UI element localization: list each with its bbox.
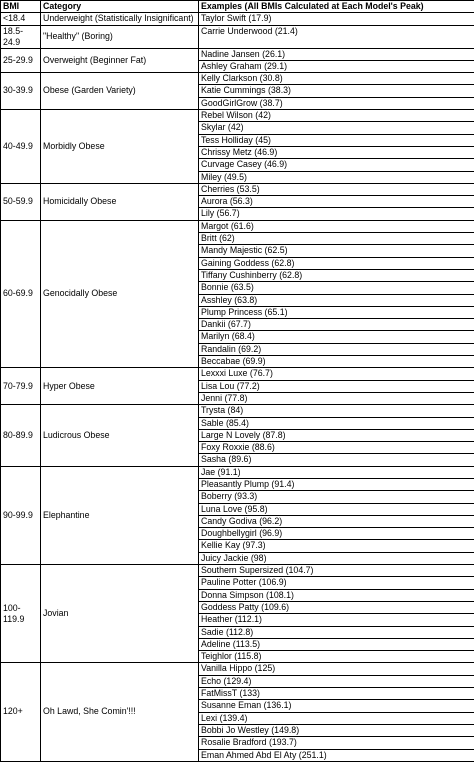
bmi-range-cell: 60-69.9 [1, 220, 41, 368]
bmi-range-cell: <18.4 [1, 13, 41, 25]
example-entry: Trysta (84) [199, 405, 474, 416]
example-entry: Lexxxi Luxe (76.7) [199, 368, 474, 379]
bmi-range-cell: 100- 119.9 [1, 565, 41, 663]
example-entry: Aurora (56.3) [199, 195, 474, 207]
bmi-range-cell: 18.5- 24.9 [1, 25, 41, 48]
example-entry: Lisa Lou (77.2) [199, 380, 474, 392]
examples-cell [199, 466, 474, 564]
example-entry: Pauline Potter (106.9) [199, 576, 474, 588]
example-entry: Vanilla Hippo (125) [199, 663, 474, 674]
examples-cell [199, 110, 474, 184]
example-entry: Goddess Patty (109.6) [199, 601, 474, 613]
example-entry: Nadine Jansen (26.1) [199, 49, 474, 60]
examples-cell [199, 13, 474, 25]
example-entry: Randalin (69.2) [199, 343, 474, 355]
bmi-range-cell: 30-39.9 [1, 73, 41, 110]
table-row [1, 110, 474, 184]
examples-cell [199, 73, 474, 110]
table-row [1, 368, 474, 405]
category-cell: "Healthy" (Boring) [41, 25, 199, 48]
example-entry: Teighlor (115.8) [199, 650, 474, 662]
example-entry: Marilyn (68.4) [199, 330, 474, 342]
header-examples: Examples (All BMIs Calculated at Each Model's Peak) [199, 1, 474, 13]
example-entry: Tiffany Cushinberry (62.8) [199, 269, 474, 281]
example-entry: Chrissy Metz (46.9) [199, 146, 474, 158]
examples-cell [199, 220, 474, 368]
category-cell: Oh Lawd, She Comin'!!! [41, 663, 199, 761]
category-cell: Underweight (Statistically Insignificant) [41, 13, 199, 25]
table-row [1, 48, 474, 73]
example-entry: Susanne Eman (136.1) [199, 699, 474, 711]
category-cell: Elephantine [41, 466, 199, 564]
example-entry: Adeline (113.5) [199, 638, 474, 650]
table-row [1, 466, 474, 564]
category-cell: Obese (Garden Variety) [41, 73, 199, 110]
table-row [1, 405, 474, 466]
example-entry: Katie Cummings (38.3) [199, 84, 474, 96]
example-entry: Gaining Goddess (62.8) [199, 257, 474, 269]
examples-cell [199, 663, 474, 761]
category-cell: Jovian [41, 565, 199, 663]
category-cell: Ludicrous Obese [41, 405, 199, 466]
example-entry: Eman Ahmed Abd El Aty (251.1) [199, 749, 474, 761]
bmi-range-cell: 50-59.9 [1, 183, 41, 220]
bmi-range-cell: 90-99.9 [1, 466, 41, 564]
example-entry: Juicy Jackie (98) [199, 552, 474, 564]
examples-cell [199, 565, 474, 663]
example-entry: Sable (85.4) [199, 417, 474, 429]
bmi-range-cell: 120+ [1, 663, 41, 761]
example-entry: Lexi (139.4) [199, 712, 474, 724]
example-entry: Pleasantly Plump (91.4) [199, 478, 474, 490]
examples-cell [199, 405, 474, 466]
examples-cell [199, 368, 474, 405]
bmi-range-cell: 70-79.9 [1, 368, 41, 405]
example-entry: Margot (61.6) [199, 221, 474, 232]
category-cell: Overweight (Beginner Fat) [41, 48, 199, 73]
header-bmi: BMI [1, 1, 41, 13]
example-entry: Kelly Clarkson (30.8) [199, 73, 474, 84]
example-entry: Kellie Kay (97.3) [199, 539, 474, 551]
example-entry: Taylor Swift (17.9) [199, 13, 474, 24]
example-entry: Tess Holliday (45) [199, 134, 474, 146]
example-entry: Foxy Roxxie (88.6) [199, 441, 474, 453]
example-entry: Jenni (77.8) [199, 392, 474, 404]
table-row [1, 183, 474, 220]
table-row [1, 13, 474, 25]
example-entry: Curvage Casey (46.9) [199, 158, 474, 170]
example-entry: FatMissT (133) [199, 687, 474, 699]
bmi-range-cell: 80-89.9 [1, 405, 41, 466]
example-entry: Lily (56.7) [199, 207, 474, 219]
category-cell: Genocidally Obese [41, 220, 199, 368]
bmi-range-cell: 40-49.9 [1, 110, 41, 184]
category-cell: Hyper Obese [41, 368, 199, 405]
example-entry: Plump Princess (65.1) [199, 306, 474, 318]
category-cell: Homicidally Obese [41, 183, 199, 220]
examples-cell [199, 25, 474, 48]
example-entry: Echo (129.4) [199, 675, 474, 687]
example-entry: Heather (112.1) [199, 613, 474, 625]
example-entry: Sadie (112.8) [199, 626, 474, 638]
example-entry: Dankii (67.7) [199, 318, 474, 330]
table-body [1, 13, 474, 762]
example-entry: GoodGirlGrow (38.7) [199, 97, 474, 109]
example-entry: Jae (91.1) [199, 467, 474, 478]
example-entry: Doughbellygirl (96.9) [199, 527, 474, 539]
example-entry: Boberry (93.3) [199, 490, 474, 502]
example-entry: Bonnie (63.5) [199, 281, 474, 293]
example-entry: Beccabae (69.9) [199, 355, 474, 367]
example-entry: Asshley (63.8) [199, 294, 474, 306]
header-category: Category [41, 1, 199, 13]
table-row [1, 663, 474, 761]
example-entry: Candy Godiva (96.2) [199, 515, 474, 527]
examples-cell [199, 183, 474, 220]
example-entry: Southern Supersized (104.7) [199, 565, 474, 576]
example-entry: Miley (49.5) [199, 171, 474, 183]
header-row [1, 1, 474, 13]
table-row [1, 220, 474, 368]
bmi-range-cell: 25-29.9 [1, 48, 41, 73]
example-entry: Cherries (53.5) [199, 184, 474, 195]
category-cell: Morbidly Obese [41, 110, 199, 184]
table-row [1, 25, 474, 48]
example-entry: Britt (62) [199, 232, 474, 244]
example-entry: Rebel Wilson (42) [199, 110, 474, 121]
example-entry: Donna Simpson (108.1) [199, 589, 474, 601]
example-entry: Carrie Underwood (21.4) [199, 26, 474, 37]
example-entry: Rosalie Bradford (193.7) [199, 736, 474, 748]
example-entry: Bobbi Jo Westley (149.8) [199, 724, 474, 736]
example-entry: Luna Love (95.8) [199, 503, 474, 515]
example-entry: Skylar (42) [199, 121, 474, 133]
example-entry: Sasha (89.6) [199, 453, 474, 465]
example-entry: Mandy Majestic (62.5) [199, 244, 474, 256]
table-row [1, 565, 474, 663]
example-entry: Ashley Graham (29.1) [199, 60, 474, 72]
example-entry: Large N Lovely (87.8) [199, 429, 474, 441]
table-row [1, 73, 474, 110]
examples-cell [199, 48, 474, 73]
